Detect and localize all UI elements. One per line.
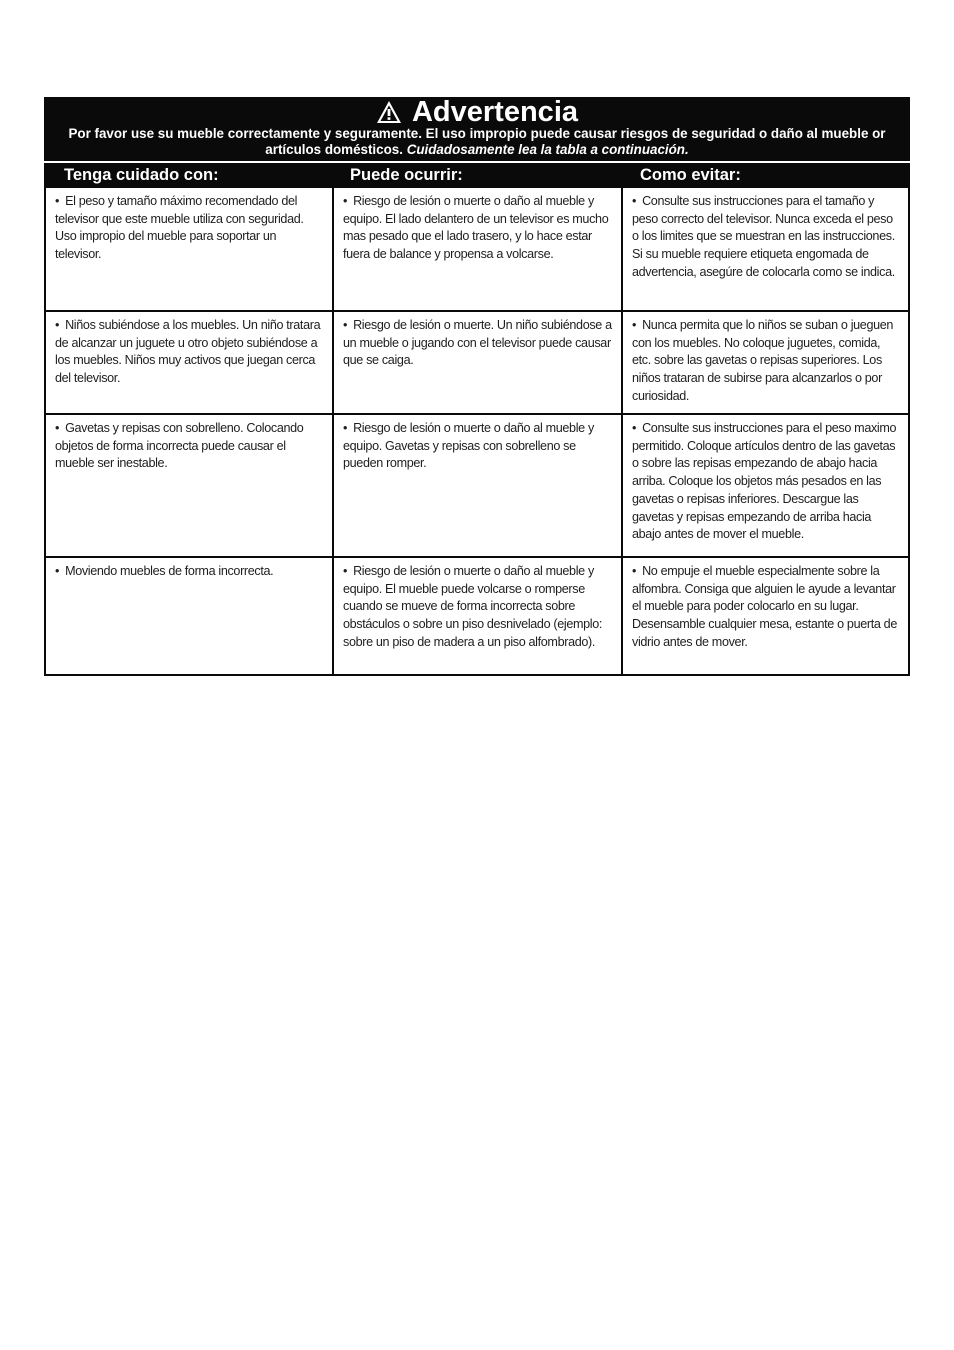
warning-triangle-icon <box>376 100 402 124</box>
caution-text: Moviendo muebles de forma incorrecta. <box>65 564 274 578</box>
banner-title-row <box>50 98 904 126</box>
caution-cell: • Gavetas y repisas con sobrelleno. Colocando objetos de forma incorrecta puede causar el mueble ser inestable. <box>46 415 334 556</box>
caution-text: El peso y tamaño máximo recomendado del televisor que este mueble utiliza con seguridad. Uso impropio del mueble para soportar un televisor. <box>55 194 304 262</box>
table-row <box>46 413 908 556</box>
risk-cell: • Riesgo de lesión o muerte. Un niño subiéndose a un mueble o jugando con el televisor puede causar que se caiga. <box>334 312 623 413</box>
caution-cell: • Niños subiéndose a los muebles. Un niño tratara de alcanzar un juguete u otro objeto subiéndose a los muebles. Niños muy activos que juegan cerca del televisor. <box>46 312 334 413</box>
banner-subtitle <box>50 126 904 158</box>
column-header-caution: Tenga cuidado con: <box>64 166 219 184</box>
caution-cell: • El peso y tamaño máximo recomendado del televisor que este mueble utiliza con seguridad. Uso impropio del mueble para soportar un televisor. <box>46 188 334 310</box>
risk-text: Riesgo de lesión o muerte o daño al mueble y equipo. El lado delantero de un televisor es mucho mas pesado que el lado trasero, y lo hace estar fuera de balance y propensa a volcarse. <box>343 194 609 262</box>
banner-subtitle-text: Por favor use su mueble correctamente y seguramente. El uso impropio puede causar riesgos de seguridad o daño al mueble or artículos domésticos. <box>68 126 886 157</box>
prevention-cell: • Nunca permita que lo niños se suban o jueguen con los muebles. No coloque juguetes, comida, etc. sobre las gavetas o repisas superiores. Los niños trataran de subirse para alcanzarlos o por curiosidad. <box>632 318 894 403</box>
banner-subtitle-emphasis: Cuidadosamente lea la tabla a continuación. <box>406 142 689 157</box>
table-row <box>46 556 908 674</box>
caution-text: Niños subiéndose a los muebles. Un niño tratara de alcanzar un juguete u otro objeto subiéndose a los muebles. Niños muy activos que juegan cerca del televisor. <box>55 318 321 386</box>
prevention-text: Consulte sus instrucciones para el peso maximo permitido. Coloque artículos dentro de las gavetas o sobre las repisas empezando de abajo hacia arriba. Coloque los objetos más pesados en las gavetas o repisas inferiores. Descargue las gavetas y repisas empezando de arriba hacia abajo antes de mover el mueble. <box>632 421 897 542</box>
column-header-risk: Puede ocurrir: <box>350 166 463 184</box>
risk-cell: • Riesgo de lesión o muerte o daño al mueble y equipo. El mueble puede volcarse o romperse cuando se mueve de forma incorrecta sobre obstáculos o sobre un piso desnivelado (ejemplo: sobre un piso de madera a un piso alfombrado). <box>334 558 623 674</box>
table-row <box>46 310 908 413</box>
caution-text: Gavetas y repisas con sobrelleno. Colocando objetos de forma incorrecta puede causar el mueble ser inestable. <box>55 421 304 471</box>
column-header-prevention: Como evitar: <box>640 166 741 184</box>
prevention-cell: • Consulte sus instrucciones para el tamaño y peso correcto del televisor. Nunca exceda el peso o los limites que se muestran en las instrucciones. Si su mueble requiere etiqueta engomada de advertencia, asegúre de colocarla como se indica. <box>632 194 895 279</box>
table-row <box>46 188 908 310</box>
prevention-cell: • No empuje el mueble especialmente sobre la alfombra. Consiga que alguien le ayude a levantar el mueble para poder colocarlo en su lugar. Desensamble cualquier mesa, estante o puerta de vidrio antes de mover. <box>632 564 897 649</box>
risk-cell: • Riesgo de lesión o muerte o daño al mueble y equipo. Gavetas y repisas con sobrelleno se pueden romper. <box>334 415 623 556</box>
risk-text: Riesgo de lesión o muerte o daño al mueble y equipo. El mueble puede volcarse o romperse cuando se mueve de forma incorrecta sobre obstáculos o sobre un piso desnivelado (ejemplo: sobre un piso de madera a un piso alfombrado). <box>343 564 603 649</box>
warning-banner <box>44 97 910 161</box>
risk-text: Riesgo de lesión o muerte. Un niño subiéndose a un mueble o jugando con el televisor puede causar que se caiga. <box>343 318 612 368</box>
safety-table <box>44 188 910 676</box>
prevention-text: No empuje el mueble especialmente sobre la alfombra. Consiga que alguien le ayude a levantar el mueble para poder colocarlo en su lugar. Desensamble cualquier mesa, estante o puerta de vidrio antes de mover. <box>632 564 897 649</box>
prevention-text: Consulte sus instrucciones para el tamaño y peso correcto del televisor. Nunca exceda el peso o los limites que se muestran en las instrucciones. Si su mueble requiere etiqueta engomada de advertencia, asegúre de colocarla como se indica. <box>632 194 895 279</box>
warning-box <box>44 97 910 676</box>
prevention-text: Nunca permita que lo niños se suban o jueguen con los muebles. No coloque juguetes, comida, etc. sobre las gavetas o repisas superiores. Los niños trataran de subirse para alcanzarlos o por curiosidad. <box>632 318 894 403</box>
risk-text: Riesgo de lesión o muerte o daño al mueble y equipo. Gavetas y repisas con sobrelleno se pueden romper. <box>343 421 594 471</box>
risk-cell: • Riesgo de lesión o muerte o daño al mueble y equipo. El lado delantero de un televisor es mucho mas pesado que el lado trasero, y lo hace estar fuera de balance y propensa a volcarse. <box>334 188 623 310</box>
banner-title: Advertencia <box>411 96 578 128</box>
prevention-cell: • Consulte sus instrucciones para el peso maximo permitido. Coloque artículos dentro de las gavetas o sobre las repisas empezando de abajo hacia arriba. Coloque los objetos más pesados en las gavetas o repisas inferiores. Descargue las gavetas y repisas empezando de arriba hacia abajo antes de mover el mueble. <box>632 421 897 542</box>
table-header <box>44 161 910 188</box>
caution-cell: • Moviendo muebles de forma incorrecta. <box>46 558 334 674</box>
